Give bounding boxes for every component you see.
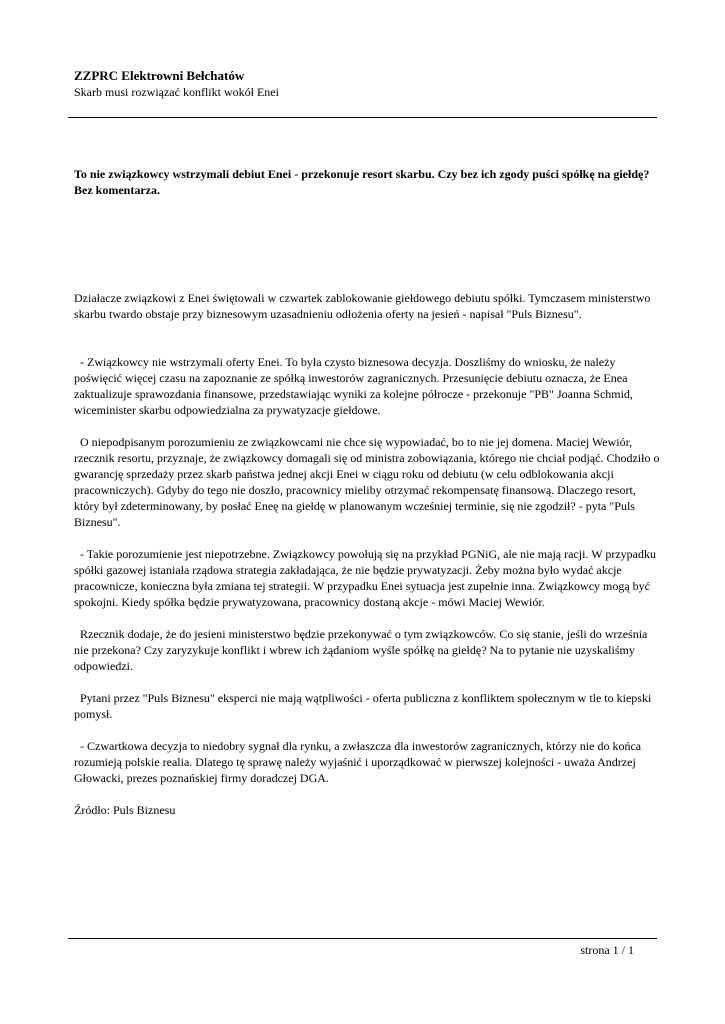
paragraph-7: - Czwartkowa decyzja to niedobry sygnał dla rynku, a zwłaszcza dla inwestorów zagranicznych, którzy nie do końca rozumieją polskie realia. Dlatego tę sprawę należy wyjaśnić i uporządkować w pierwszej kolejności - uważa Andrzej Głowacki, prezes poznańskiej firmy doradczej DGA.: [74, 739, 645, 785]
article-subtitle: Skarb musi rozwiązać konflikt wokół Enei: [74, 85, 279, 99]
footer-divider: [68, 938, 657, 939]
document-header: [74, 68, 654, 100]
paragraph-4: - Takie porozumienie jest niepotrzebne. Związkowcy powołują się na przykład PGNiG, ale nie mają racji. W przypadku spółki gazowej istaniała rządowa strategia zakładająca, że nie będzie prywatyzacji. Żeby można było wydać akcje pracownicze, konieczna była zmiana tej strategii. W przypadku Enei sytuacja jest zupełnie inna. Związkowcy mogą być spokojni. Kiedy spółka będzie prywatyzowana, pracownicy dostaną akcje - mówi Maciej Wewiór.: [74, 547, 659, 609]
site-title: ZZPRC Elektrowni Bełchatów: [74, 68, 245, 83]
article-lead: To nie związkowcy wstrzymali debiut Enei - przekonuje resort skarbu. Czy bez ich zgody puści spółkę na giełdę? Bez komentarza.: [74, 167, 650, 197]
article-body: [74, 290, 664, 818]
page-number: strona 1 / 1: [580, 943, 634, 957]
paragraph-6: Pytani przez "Puls Biznesu" eksperci nie mają wątpliwości - oferta publiczna z konfliktem społecznym w tle to kiepski pomysł.: [74, 691, 655, 721]
source-line: Źródło: Puls Biznesu: [74, 803, 176, 817]
header-divider: [68, 117, 657, 118]
paragraph-3: O niepodpisanym porozumieniu ze związkowcami nie chce się wypowiadać, bo to nie jej domena. Maciej Wewiór, rzecznik resortu, przyznaje, że związkowcy domagali się od ministra zobowiązania, którego nie chciał podjąć. Chodziło o gwarancję sprzedaży przez skarb państwa jednej akcji Enei w ciągu roku od debiutu (w celu odblokowania akcji pracowniczych). Gdyby do tego nie doszło, pracownicy mieliby otrzymać rekompensatę finansową. Dlaczego resort, który był zdeterminowany, by posłać Eneę na giełdę w planowanym wcześniej terminie, się nie zgodził? - pyta "Puls Biznesu".: [74, 435, 663, 529]
paragraph-intro: Działacze związkowi z Enei świętowali w czwartek zablokowanie giełdowego debiutu spółki. Tymczasem ministerstwo skarbu twardo obstaje przy biznesowym uzasadnieniu odłożenia oferty na jesień - napisał "Puls Biznesu".: [74, 291, 654, 321]
paragraph-5: Rzecznik dodaje, że do jesieni ministerstwo będzie przekonywać o tym związkowców. Co się stanie, jeśli do września nie przekona? Czy zaryzykuje konflikt i wbrew ich żądaniom wyśle spółkę na giełdę? Na to pytanie nie uzyskaliśmy odpowiedzi.: [74, 627, 651, 673]
paragraph-2: - Związkowcy nie wstrzymali oferty Enei. To była czysto biznesowa decyzja. Doszliśmy do wniosku, że należy poświęcić więcej czasu na zapoznanie ze spółką inwestorów zagranicznych. Przesunięcie debiutu oznacza, że Enea zaktualizuje sprawozdania finansowe, przedstawiając wyniki za kolejne półrocze - przekonuje "PB" Joanna Schmid, wiceminister skarbu odpowiedzialna za prywatyzacje giełdowe.: [74, 355, 636, 417]
